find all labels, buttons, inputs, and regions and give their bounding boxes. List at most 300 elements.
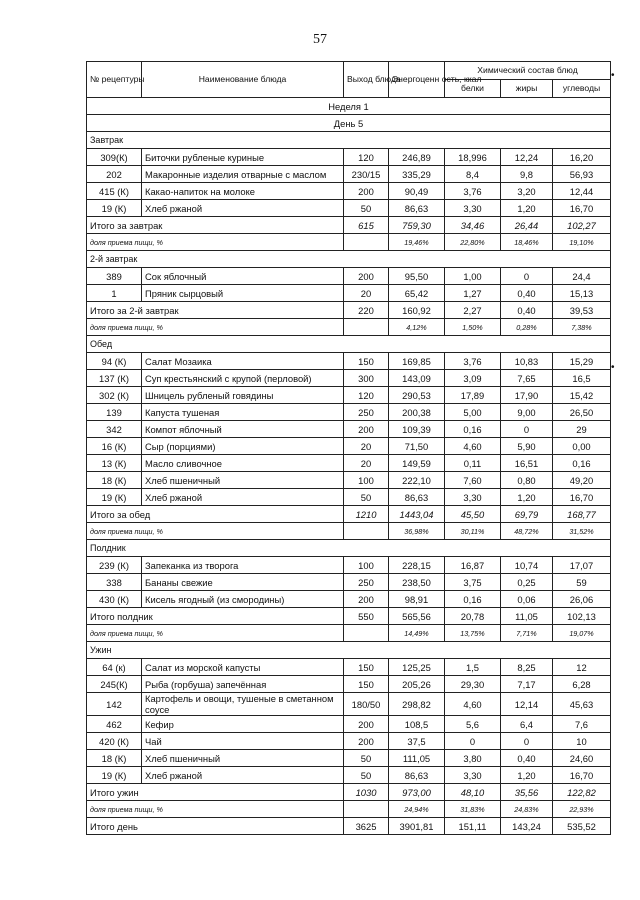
recipe-no-cell: 239 (К)	[87, 557, 142, 574]
header-proteins: белки	[445, 80, 501, 98]
energy-cell: 86,63	[389, 200, 445, 217]
dish-name-cell: Салат из морской капусты	[142, 659, 344, 676]
yield-cell: 50	[344, 200, 389, 217]
section-row	[87, 251, 611, 268]
yield-cell: 200	[344, 591, 389, 608]
energy-cell: 565,56	[389, 608, 445, 625]
table-row	[87, 421, 611, 438]
recipe-no-cell: 64 (к)	[87, 659, 142, 676]
carbs-cell: 26,06	[553, 591, 611, 608]
yield-cell	[344, 319, 389, 336]
fats-cell: 3,20	[501, 183, 553, 200]
yield-cell: 230/15	[344, 166, 389, 183]
yield-cell: 150	[344, 659, 389, 676]
yield-cell: 550	[344, 608, 389, 625]
carbs-share-cell: 19,07%	[553, 625, 611, 642]
total-row	[87, 217, 611, 234]
fats-cell: 69,79	[501, 506, 553, 523]
fats-cell: 0,40	[501, 285, 553, 302]
section-title: Обед	[87, 336, 611, 353]
yield-cell: 3625	[344, 818, 389, 835]
dish-name-cell: Биточки рубленые куриные	[142, 149, 344, 166]
total-row	[87, 784, 611, 801]
fats-cell: 1,20	[501, 200, 553, 217]
fats-cell: 0,40	[501, 750, 553, 767]
table-row	[87, 472, 611, 489]
fats-cell: 5,90	[501, 438, 553, 455]
recipe-no-cell: 18 (К)	[87, 472, 142, 489]
energy-cell: 125,25	[389, 659, 445, 676]
total-row	[87, 608, 611, 625]
carbs-cell: 15,29	[553, 353, 611, 370]
carbs-share-cell: 22,93%	[553, 801, 611, 818]
dish-name-cell: Шницель рубленый говядины	[142, 387, 344, 404]
share-label: доля приема пищи, %	[87, 523, 344, 540]
dish-name-cell: Чай	[142, 733, 344, 750]
table-row	[87, 455, 611, 472]
dish-name-cell: Какао-напиток на молоке	[142, 183, 344, 200]
carbs-cell: 56,93	[553, 166, 611, 183]
total-label: Итого день	[87, 818, 344, 835]
dish-name-cell: Масло сливочное	[142, 455, 344, 472]
energy-cell: 86,63	[389, 489, 445, 506]
table-row	[87, 676, 611, 693]
fats-cell: 9,00	[501, 404, 553, 421]
recipe-no-cell: 18 (К)	[87, 750, 142, 767]
recipe-no-cell: 139	[87, 404, 142, 421]
energy-cell: 37,5	[389, 733, 445, 750]
energy-cell: 160,92	[389, 302, 445, 319]
dish-name-cell: Рыба (горбуша) запечённая	[142, 676, 344, 693]
proteins-cell: 3,09	[445, 370, 501, 387]
header-dish-name: Наименование блюда	[142, 62, 344, 98]
dish-name-cell: Кефир	[142, 716, 344, 733]
energy-cell: 1443,04	[389, 506, 445, 523]
carbs-cell: 16,70	[553, 489, 611, 506]
total-row	[87, 302, 611, 319]
yield-cell	[344, 234, 389, 251]
proteins-cell: 1,27	[445, 285, 501, 302]
fats-cell: 11,05	[501, 608, 553, 625]
proteins-share-cell: 22,80%	[445, 234, 501, 251]
fats-cell: 10,74	[501, 557, 553, 574]
table-row	[87, 370, 611, 387]
table-row	[87, 750, 611, 767]
recipe-no-cell: 19 (К)	[87, 489, 142, 506]
carbs-cell: 16,70	[553, 200, 611, 217]
fats-cell: 26,44	[501, 217, 553, 234]
recipe-no-cell: 94 (К)	[87, 353, 142, 370]
yield-cell: 150	[344, 676, 389, 693]
table-row	[87, 557, 611, 574]
proteins-cell: 4,60	[445, 693, 501, 716]
header-energy: Энергоценн ость, ккал	[389, 62, 445, 98]
dish-name-cell: Картофель и овощи, тушеные в сметанном соусе	[142, 693, 344, 716]
total-label: Итого за завтрак	[87, 217, 344, 234]
proteins-cell: 45,50	[445, 506, 501, 523]
yield-cell	[344, 801, 389, 818]
recipe-no-cell: 142	[87, 693, 142, 716]
proteins-cell: 3,76	[445, 353, 501, 370]
fats-cell: 0,25	[501, 574, 553, 591]
carbs-cell: 24,60	[553, 750, 611, 767]
recipe-no-cell: 137 (К)	[87, 370, 142, 387]
carbs-cell: 16,70	[553, 767, 611, 784]
carbs-cell: 0,16	[553, 455, 611, 472]
proteins-cell: 0,16	[445, 421, 501, 438]
table-row	[87, 353, 611, 370]
energy-share-cell: 36,98%	[389, 523, 445, 540]
recipe-no-cell: 389	[87, 268, 142, 285]
fats-cell: 0,06	[501, 591, 553, 608]
carbs-share-cell: 19,10%	[553, 234, 611, 251]
energy-cell: 200,38	[389, 404, 445, 421]
proteins-cell: 4,60	[445, 438, 501, 455]
yield-cell: 150	[344, 353, 389, 370]
recipe-no-cell: 342	[87, 421, 142, 438]
energy-cell: 298,82	[389, 693, 445, 716]
proteins-share-cell: 13,75%	[445, 625, 501, 642]
recipe-no-cell: 338	[87, 574, 142, 591]
section-title: 2-й завтрак	[87, 251, 611, 268]
fats-cell: 0,80	[501, 472, 553, 489]
recipe-no-cell: 19 (К)	[87, 200, 142, 217]
carbs-cell: 16,5	[553, 370, 611, 387]
carbs-cell: 0,00	[553, 438, 611, 455]
fats-cell: 7,17	[501, 676, 553, 693]
fats-cell: 10,83	[501, 353, 553, 370]
table-row	[87, 438, 611, 455]
energy-share-cell: 24,94%	[389, 801, 445, 818]
page-number: 57	[313, 32, 327, 47]
energy-cell: 65,42	[389, 285, 445, 302]
energy-cell: 290,53	[389, 387, 445, 404]
yield-cell: 120	[344, 387, 389, 404]
recipe-no-cell: 462	[87, 716, 142, 733]
carbs-cell: 102,27	[553, 217, 611, 234]
dish-name-cell: Запеканка из творога	[142, 557, 344, 574]
fats-cell: 17,90	[501, 387, 553, 404]
dish-name-cell: Кисель ягодный (из смородины)	[142, 591, 344, 608]
yield-cell: 200	[344, 268, 389, 285]
dish-name-cell: Хлеб пшеничный	[142, 472, 344, 489]
dish-name-cell: Суп крестьянский с крупой (перловой)	[142, 370, 344, 387]
carbs-cell: 15,42	[553, 387, 611, 404]
share-row	[87, 523, 611, 540]
margin-mark: •	[611, 70, 615, 81]
recipe-no-cell: 420 (К)	[87, 733, 142, 750]
fats-cell: 0	[501, 268, 553, 285]
energy-share-cell: 14,49%	[389, 625, 445, 642]
fats-cell: 6,4	[501, 716, 553, 733]
share-row	[87, 234, 611, 251]
table-row	[87, 733, 611, 750]
yield-cell: 100	[344, 557, 389, 574]
energy-cell: 238,50	[389, 574, 445, 591]
energy-share-cell: 19,46%	[389, 234, 445, 251]
section-row	[87, 336, 611, 353]
proteins-cell: 20,78	[445, 608, 501, 625]
table-row	[87, 387, 611, 404]
total-row	[87, 506, 611, 523]
section-title: Полдник	[87, 540, 611, 557]
energy-cell: 973,00	[389, 784, 445, 801]
carbs-cell: 12	[553, 659, 611, 676]
carbs-cell: 6,28	[553, 676, 611, 693]
fats-cell: 9,8	[501, 166, 553, 183]
header-fats: жиры	[501, 80, 553, 98]
proteins-cell: 5,00	[445, 404, 501, 421]
yield-cell	[344, 625, 389, 642]
fats-cell: 16,51	[501, 455, 553, 472]
yield-cell: 180/50	[344, 693, 389, 716]
yield-cell: 1210	[344, 506, 389, 523]
energy-share-cell: 4,12%	[389, 319, 445, 336]
proteins-cell: 7,60	[445, 472, 501, 489]
proteins-cell: 0	[445, 733, 501, 750]
energy-cell: 228,15	[389, 557, 445, 574]
header-chem: Химический состав блюд	[445, 62, 611, 80]
proteins-cell: 3,30	[445, 489, 501, 506]
share-row	[87, 801, 611, 818]
table-row	[87, 285, 611, 302]
energy-cell: 246,89	[389, 149, 445, 166]
fats-share-cell: 48,72%	[501, 523, 553, 540]
table-row	[87, 166, 611, 183]
energy-cell: 143,09	[389, 370, 445, 387]
header-carbs: углеводы	[553, 80, 611, 98]
day-label: День 5	[87, 115, 611, 132]
table-row	[87, 693, 611, 716]
energy-cell: 98,91	[389, 591, 445, 608]
recipe-no-cell: 415 (К)	[87, 183, 142, 200]
proteins-cell: 1,00	[445, 268, 501, 285]
section-row	[87, 642, 611, 659]
proteins-cell: 17,89	[445, 387, 501, 404]
section-row	[87, 540, 611, 557]
header-recipe-no: № рецептуры	[87, 62, 142, 98]
energy-cell: 86,63	[389, 767, 445, 784]
table-row	[87, 183, 611, 200]
fats-share-cell: 18,46%	[501, 234, 553, 251]
energy-cell: 95,50	[389, 268, 445, 285]
carbs-cell: 10	[553, 733, 611, 750]
yield-cell: 615	[344, 217, 389, 234]
yield-cell: 100	[344, 472, 389, 489]
carbs-cell: 168,77	[553, 506, 611, 523]
table-row	[87, 591, 611, 608]
recipe-no-cell: 309(К)	[87, 149, 142, 166]
dish-name-cell: Компот яблочный	[142, 421, 344, 438]
dish-name-cell: Капуста тушеная	[142, 404, 344, 421]
energy-cell: 71,50	[389, 438, 445, 455]
carbs-cell: 535,52	[553, 818, 611, 835]
yield-cell: 120	[344, 149, 389, 166]
total-label: Итого полдник	[87, 608, 344, 625]
proteins-cell: 0,16	[445, 591, 501, 608]
section-title: Ужин	[87, 642, 611, 659]
table-row	[87, 200, 611, 217]
dish-name-cell: Салат Мозаика	[142, 353, 344, 370]
carbs-cell: 59	[553, 574, 611, 591]
carbs-share-cell: 31,52%	[553, 523, 611, 540]
proteins-cell: 3,75	[445, 574, 501, 591]
fats-share-cell: 0,28%	[501, 319, 553, 336]
section-row	[87, 132, 611, 149]
menu-body	[87, 132, 611, 835]
total-label: Итого за обед	[87, 506, 344, 523]
recipe-no-cell: 1	[87, 285, 142, 302]
yield-cell: 200	[344, 421, 389, 438]
energy-cell: 759,30	[389, 217, 445, 234]
total-label: Итого ужин	[87, 784, 344, 801]
proteins-share-cell: 1,50%	[445, 319, 501, 336]
dish-name-cell: Хлеб ржаной	[142, 200, 344, 217]
total-row	[87, 818, 611, 835]
fats-cell: 7,65	[501, 370, 553, 387]
proteins-share-cell: 31,83%	[445, 801, 501, 818]
proteins-cell: 151,11	[445, 818, 501, 835]
proteins-share-cell: 30,11%	[445, 523, 501, 540]
week-label: Неделя 1	[87, 98, 611, 115]
share-label: доля приема пищи, %	[87, 234, 344, 251]
recipe-no-cell: 19 (К)	[87, 767, 142, 784]
fats-cell: 8,25	[501, 659, 553, 676]
proteins-cell: 3,80	[445, 750, 501, 767]
recipe-no-cell: 245(К)	[87, 676, 142, 693]
proteins-cell: 3,30	[445, 767, 501, 784]
energy-cell: 109,39	[389, 421, 445, 438]
table-row	[87, 489, 611, 506]
proteins-cell: 48,10	[445, 784, 501, 801]
fats-cell: 0,40	[501, 302, 553, 319]
energy-cell: 335,29	[389, 166, 445, 183]
fats-cell: 143,24	[501, 818, 553, 835]
table-row	[87, 404, 611, 421]
recipe-no-cell: 16 (К)	[87, 438, 142, 455]
yield-cell: 1030	[344, 784, 389, 801]
fats-cell: 0	[501, 733, 553, 750]
carbs-cell: 45,63	[553, 693, 611, 716]
carbs-cell: 49,20	[553, 472, 611, 489]
yield-cell	[344, 523, 389, 540]
energy-cell: 222,10	[389, 472, 445, 489]
carbs-cell: 29	[553, 421, 611, 438]
yield-cell: 20	[344, 438, 389, 455]
menu-table	[86, 61, 611, 835]
total-label: Итого за 2-й завтрак	[87, 302, 344, 319]
carbs-cell: 39,53	[553, 302, 611, 319]
proteins-cell: 16,87	[445, 557, 501, 574]
energy-cell: 169,85	[389, 353, 445, 370]
carbs-cell: 15,13	[553, 285, 611, 302]
energy-cell: 149,59	[389, 455, 445, 472]
dish-name-cell: Хлеб ржаной	[142, 489, 344, 506]
carbs-cell: 26,50	[553, 404, 611, 421]
fats-cell: 1,20	[501, 489, 553, 506]
table-row	[87, 659, 611, 676]
margin-mark: •	[611, 362, 615, 373]
dish-name-cell: Макаронные изделия отварные с маслом	[142, 166, 344, 183]
carbs-cell: 12,44	[553, 183, 611, 200]
share-label: доля приема пищи, %	[87, 801, 344, 818]
fats-cell: 1,20	[501, 767, 553, 784]
recipe-no-cell: 202	[87, 166, 142, 183]
energy-cell: 90,49	[389, 183, 445, 200]
fats-cell: 35,56	[501, 784, 553, 801]
carbs-share-cell: 7,38%	[553, 319, 611, 336]
carbs-cell: 16,20	[553, 149, 611, 166]
dish-name-cell: Бананы свежие	[142, 574, 344, 591]
yield-cell: 20	[344, 455, 389, 472]
proteins-cell: 5,6	[445, 716, 501, 733]
proteins-cell: 34,46	[445, 217, 501, 234]
fats-share-cell: 24,83%	[501, 801, 553, 818]
recipe-no-cell: 430 (К)	[87, 591, 142, 608]
carbs-cell: 17,07	[553, 557, 611, 574]
yield-cell: 200	[344, 183, 389, 200]
table-row	[87, 268, 611, 285]
yield-cell: 300	[344, 370, 389, 387]
table-row	[87, 574, 611, 591]
yield-cell: 200	[344, 716, 389, 733]
yield-cell: 250	[344, 574, 389, 591]
yield-cell: 50	[344, 767, 389, 784]
table-row	[87, 716, 611, 733]
dish-name-cell: Пряник сырцовый	[142, 285, 344, 302]
share-label: доля приема пищи, %	[87, 625, 344, 642]
dish-name-cell: Хлеб пшеничный	[142, 750, 344, 767]
energy-cell: 111,05	[389, 750, 445, 767]
proteins-cell: 8,4	[445, 166, 501, 183]
yield-cell: 50	[344, 489, 389, 506]
share-row	[87, 319, 611, 336]
yield-cell: 20	[344, 285, 389, 302]
carbs-cell: 7,6	[553, 716, 611, 733]
proteins-cell: 2,27	[445, 302, 501, 319]
table-row	[87, 149, 611, 166]
carbs-cell: 24,4	[553, 268, 611, 285]
energy-cell: 3901,81	[389, 818, 445, 835]
fats-cell: 0	[501, 421, 553, 438]
carbs-cell: 122,82	[553, 784, 611, 801]
proteins-cell: 0,11	[445, 455, 501, 472]
share-row	[87, 625, 611, 642]
dish-name-cell: Хлеб ржаной	[142, 767, 344, 784]
fats-cell: 12,14	[501, 693, 553, 716]
proteins-cell: 3,76	[445, 183, 501, 200]
dish-name-cell: Сок яблочный	[142, 268, 344, 285]
proteins-cell: 1,5	[445, 659, 501, 676]
yield-cell: 50	[344, 750, 389, 767]
table-row	[87, 767, 611, 784]
proteins-cell: 29,30	[445, 676, 501, 693]
share-label: доля приема пищи, %	[87, 319, 344, 336]
yield-cell: 200	[344, 733, 389, 750]
recipe-no-cell: 302 (К)	[87, 387, 142, 404]
fats-share-cell: 7,71%	[501, 625, 553, 642]
recipe-no-cell: 13 (К)	[87, 455, 142, 472]
proteins-cell: 18,996	[445, 149, 501, 166]
carbs-cell: 102,13	[553, 608, 611, 625]
proteins-cell: 3,30	[445, 200, 501, 217]
header-yield: Выход блюда	[344, 62, 389, 98]
fats-cell: 12,24	[501, 149, 553, 166]
yield-cell: 220	[344, 302, 389, 319]
yield-cell: 250	[344, 404, 389, 421]
energy-cell: 108,5	[389, 716, 445, 733]
section-title: Завтрак	[87, 132, 611, 149]
